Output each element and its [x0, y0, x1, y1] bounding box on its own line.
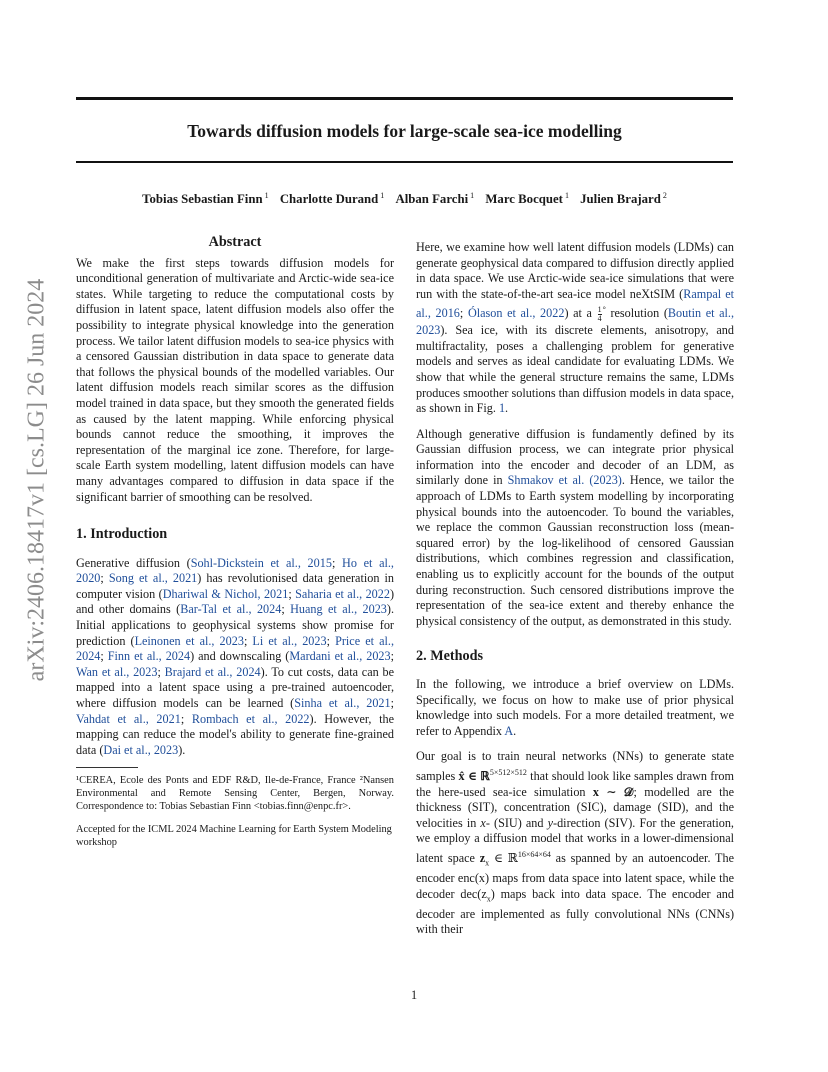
citation-link[interactable]: Ho et al., 2020: [76, 555, 394, 586]
text-span: ). To cut costs, data can be mapped into a latent space using a pre-trained autoencoder, where diffusion models can be learned (: [76, 664, 394, 711]
text-span: ) has revolutionised data generation in computer vision (: [76, 571, 394, 601]
citation-link[interactable]: Price et al., 2024: [76, 633, 394, 664]
text-span: .: [505, 401, 509, 416]
text-span: Although generative diffusion is fundamently defined by its Gaussian diffusion process, we can integrate prior physical information into the encoder and decoder of an LDM, as similarly done in: [416, 426, 734, 488]
methods-paragraph-1: [416, 677, 734, 739]
citation-link[interactable]: Ólason et al., 2022: [467, 306, 565, 321]
text-span: Our goal is to train neural networks (NNs) to generate state samples: [416, 749, 734, 784]
title-bottom-rule: [76, 161, 733, 163]
citation-link[interactable]: Bar-Tal et al., 2024: [180, 602, 282, 617]
author-name: Tobias Sebastian Finn: [142, 192, 263, 207]
author-list: [76, 191, 733, 207]
abstract-heading: Abstract: [208, 234, 262, 250]
text-span: . Hence, we tailor the approach of LDMs to Earth system modelling by incorporating physical bounds into the autoencoder. To bound the variables, we replace the common Gaussian reconstruction loss (mean-squared error) by the log-likelihood of censored Gaussian distributions, which combines regression and classification, enabling us to explicitly account for the bounds of the output during reconstruction. Such censored distributions improve the representation of the sea-ice extent and thereby enhance the physical consistency of the output, as demonstrated in this study.: [416, 473, 735, 628]
math-subscript: x: [486, 894, 491, 904]
fraction: [598, 306, 602, 323]
math-expression: x̂ ∈ ℝ: [458, 769, 490, 784]
citation-link[interactable]: Leinonen et al., 2023: [134, 633, 244, 648]
text-span: ;: [390, 649, 395, 664]
footnote-rule: [76, 767, 138, 768]
methods-heading: 2. Methods: [416, 648, 483, 665]
fraction-denominator: 4: [597, 314, 602, 324]
text-span: ). Sea ice, with its discrete elements, anisotropy, and multifractality, poses a challenging problem for generative models and serves as ideal candidate for evaluating LDMs. We show that while the general structure remains the same, LDMs produces smoother solutions than diffusion models in data space, as shown in Fig.: [416, 323, 734, 416]
arxiv-identifier: arXiv:2406.18417v1 [cs.LG] 26 Jun 2024: [23, 278, 50, 682]
author: [580, 192, 667, 206]
affiliation-footnote: ¹CEREA, Ecole des Ponts and EDF R&D, Ile-de-France, France ²Nansen Environmental and Remote Sensing Center, Bergen, Norway. Correspondence to: Tobias Sebastian Finn <tobias.finn@enpc.fr>.: [76, 775, 394, 813]
title-top-rule: [76, 97, 733, 100]
author-affiliation: 1: [470, 191, 475, 200]
citation-link[interactable]: Rampal et al., 2016: [416, 286, 734, 321]
math-expression: ): [490, 886, 495, 901]
math-expression: x ∼ 𝒟: [592, 784, 634, 799]
author: [280, 192, 384, 206]
author: [395, 192, 474, 206]
math-expression: z: [479, 851, 486, 866]
text-span: ;: [100, 571, 109, 586]
text-span: ). However, the mapping can reduce the model's ability to generate fine-grained data (: [76, 711, 395, 757]
text-span: - (SIU) and: [485, 815, 548, 830]
math-expression: enc(x): [457, 871, 490, 886]
venue-footnote: Accepted for the ICML 2024 Machine Learning for Earth System Modeling workshop: [76, 824, 392, 849]
right-column: [416, 240, 734, 938]
fraction-numerator: 1: [597, 305, 602, 315]
methods-paragraph-2: [416, 749, 734, 938]
text-span: as spanned by an autoencoder. The encoder: [416, 851, 734, 886]
citation-link[interactable]: Brajard et al., 2024: [164, 664, 261, 679]
author-affiliation: 1: [564, 191, 569, 200]
text-span: ;: [157, 664, 165, 679]
math-superscript: 16×64×64: [517, 850, 551, 860]
author-affiliation: 2: [662, 191, 667, 200]
citation-link[interactable]: Boutin et al., 2023: [416, 306, 735, 338]
figure-link[interactable]: 1: [498, 401, 506, 416]
text-span: .: [513, 723, 517, 738]
text-span: ) and other domains (: [76, 586, 395, 617]
paper-title: Towards diffusion models for large-scale sea-ice modelling: [187, 121, 622, 141]
text-span: ; modelled are the thickness (SIT), concentration (SIC), damage (SID), and the velocities in: [416, 784, 735, 830]
text-span: ) at a: [564, 306, 597, 321]
text-span: ;: [100, 649, 108, 664]
text-span: maps from data space into latent space, while the decoder: [416, 871, 735, 901]
abstract-text: We make the first steps towards diffusion models for unconditional generation of multivariate and Arctic-wide sea-ice states. While targeting to reduce the computational costs by diffusion in latent space, latent diffusion models also offer the possibility to integrate physical knowledge into the generation process. We tailor latent diffusion models to sea-ice physics with a censored Gaussian distribution in data space to generate data that follows the physical bounds of the modelled variables. Our latent diffusion models reach similar scores as the diffusion model trained in data space, but they smooth the generated fields as caused by the latent mapping. While enforcing physical bounds cannot reduce the smoothing, it improves the representation of the marginal ice zone. Therefore, for large-scale Earth system modelling, latent diffusion models can have many advantages compared to diffusion in data space if the significant barrier of smoothing can be resolved.: [76, 255, 394, 504]
text-span: ;: [288, 586, 296, 601]
author-name: Charlotte Durand: [279, 192, 379, 207]
citation-link[interactable]: Mardani et al., 2023: [289, 649, 391, 664]
math-expression: y: [547, 815, 554, 830]
text-span: ). Initial applications to geophysical systems show promise for prediction (: [76, 602, 395, 648]
citation-link[interactable]: Huang et al., 2023: [290, 602, 387, 617]
citation-link[interactable]: Dai et al., 2023: [103, 742, 179, 757]
text-span: that should look like samples drawn from the here-used sea-ice simulation: [416, 769, 734, 799]
text-span: ;: [180, 711, 192, 726]
math-expression: dec(z: [460, 886, 487, 901]
citation-link[interactable]: Shmakov et al. (2023): [507, 473, 622, 488]
text-span: ;: [281, 602, 291, 617]
math-expression: ∈ ℝ: [489, 851, 518, 866]
page-number: 1: [410, 988, 418, 1002]
text-span: Here, we examine how well latent diffusion models (LDMs) can generate geophysical data compared to diffusion directly applied in data space. We use Arctic-wide sea-ice simulations that were run with the state-of-the-art sea-ice model neXtSIM (: [416, 240, 734, 301]
citation-link[interactable]: Finn et al., 2024: [107, 649, 191, 664]
introduction-heading: 1. Introduction: [76, 526, 168, 543]
math-superscript: 5×512×512: [489, 767, 527, 777]
citation-link[interactable]: Sinha et al., 2021: [294, 696, 391, 711]
citation-link[interactable]: Dhariwal & Nichol, 2021: [162, 586, 289, 601]
text-span: ;: [331, 555, 343, 570]
text-span: In the following, we introduce a brief overview on LDMs. Specifically, we focus on how to make use of prior physical knowledge into such models. For a more detailed treatment, we refer to Appendix: [416, 677, 734, 738]
author-affiliation: 1: [380, 191, 385, 200]
text-span: ) and downscaling (: [190, 649, 290, 664]
text-span: resolution (: [605, 306, 668, 321]
citation-link[interactable]: Sohl-Dickstein et al., 2015: [190, 555, 332, 570]
author: [485, 192, 569, 206]
author: [142, 192, 268, 206]
math-expression: x: [480, 815, 486, 830]
text-span: Generative diffusion (: [76, 555, 191, 570]
text-span: -direction (SIV). For the generation, we employ a diffusion model that works in a lower-dimensional latent space: [416, 815, 734, 866]
text-span: ;: [243, 633, 253, 648]
citation-link[interactable]: Wan et al., 2023: [76, 664, 158, 679]
appendix-link[interactable]: A: [504, 723, 514, 738]
left-column: [76, 235, 394, 849]
text-span: ;: [326, 633, 336, 648]
author-name: Alban Farchi: [395, 192, 469, 207]
text-span: ).: [178, 742, 186, 757]
author-name: Julien Brajard: [580, 192, 661, 207]
author-affiliation: 1: [264, 191, 269, 200]
intro-paragraph-2: [416, 240, 734, 417]
citation-link[interactable]: Li et al., 2023: [252, 633, 327, 648]
author-name: Marc Bocquet: [485, 192, 563, 207]
degree-symbol: °: [602, 305, 606, 315]
text-span: ;: [390, 696, 394, 711]
citation-link[interactable]: Rombach et al., 2022: [191, 711, 310, 726]
math-subscript: x: [485, 858, 490, 868]
citation-link[interactable]: Saharia et al., 2022: [295, 586, 390, 601]
intro-paragraph-3: [416, 427, 734, 630]
introduction-paragraph: [76, 556, 394, 759]
citation-link[interactable]: Song et al., 2021: [108, 571, 198, 586]
text-span: ;: [459, 306, 468, 321]
citation-link[interactable]: Vahdat et al., 2021: [76, 711, 181, 726]
text-span: maps back into data space. The encoder and decoder are implemented as fully convolutional NNs (CNNs) with their: [416, 886, 734, 937]
